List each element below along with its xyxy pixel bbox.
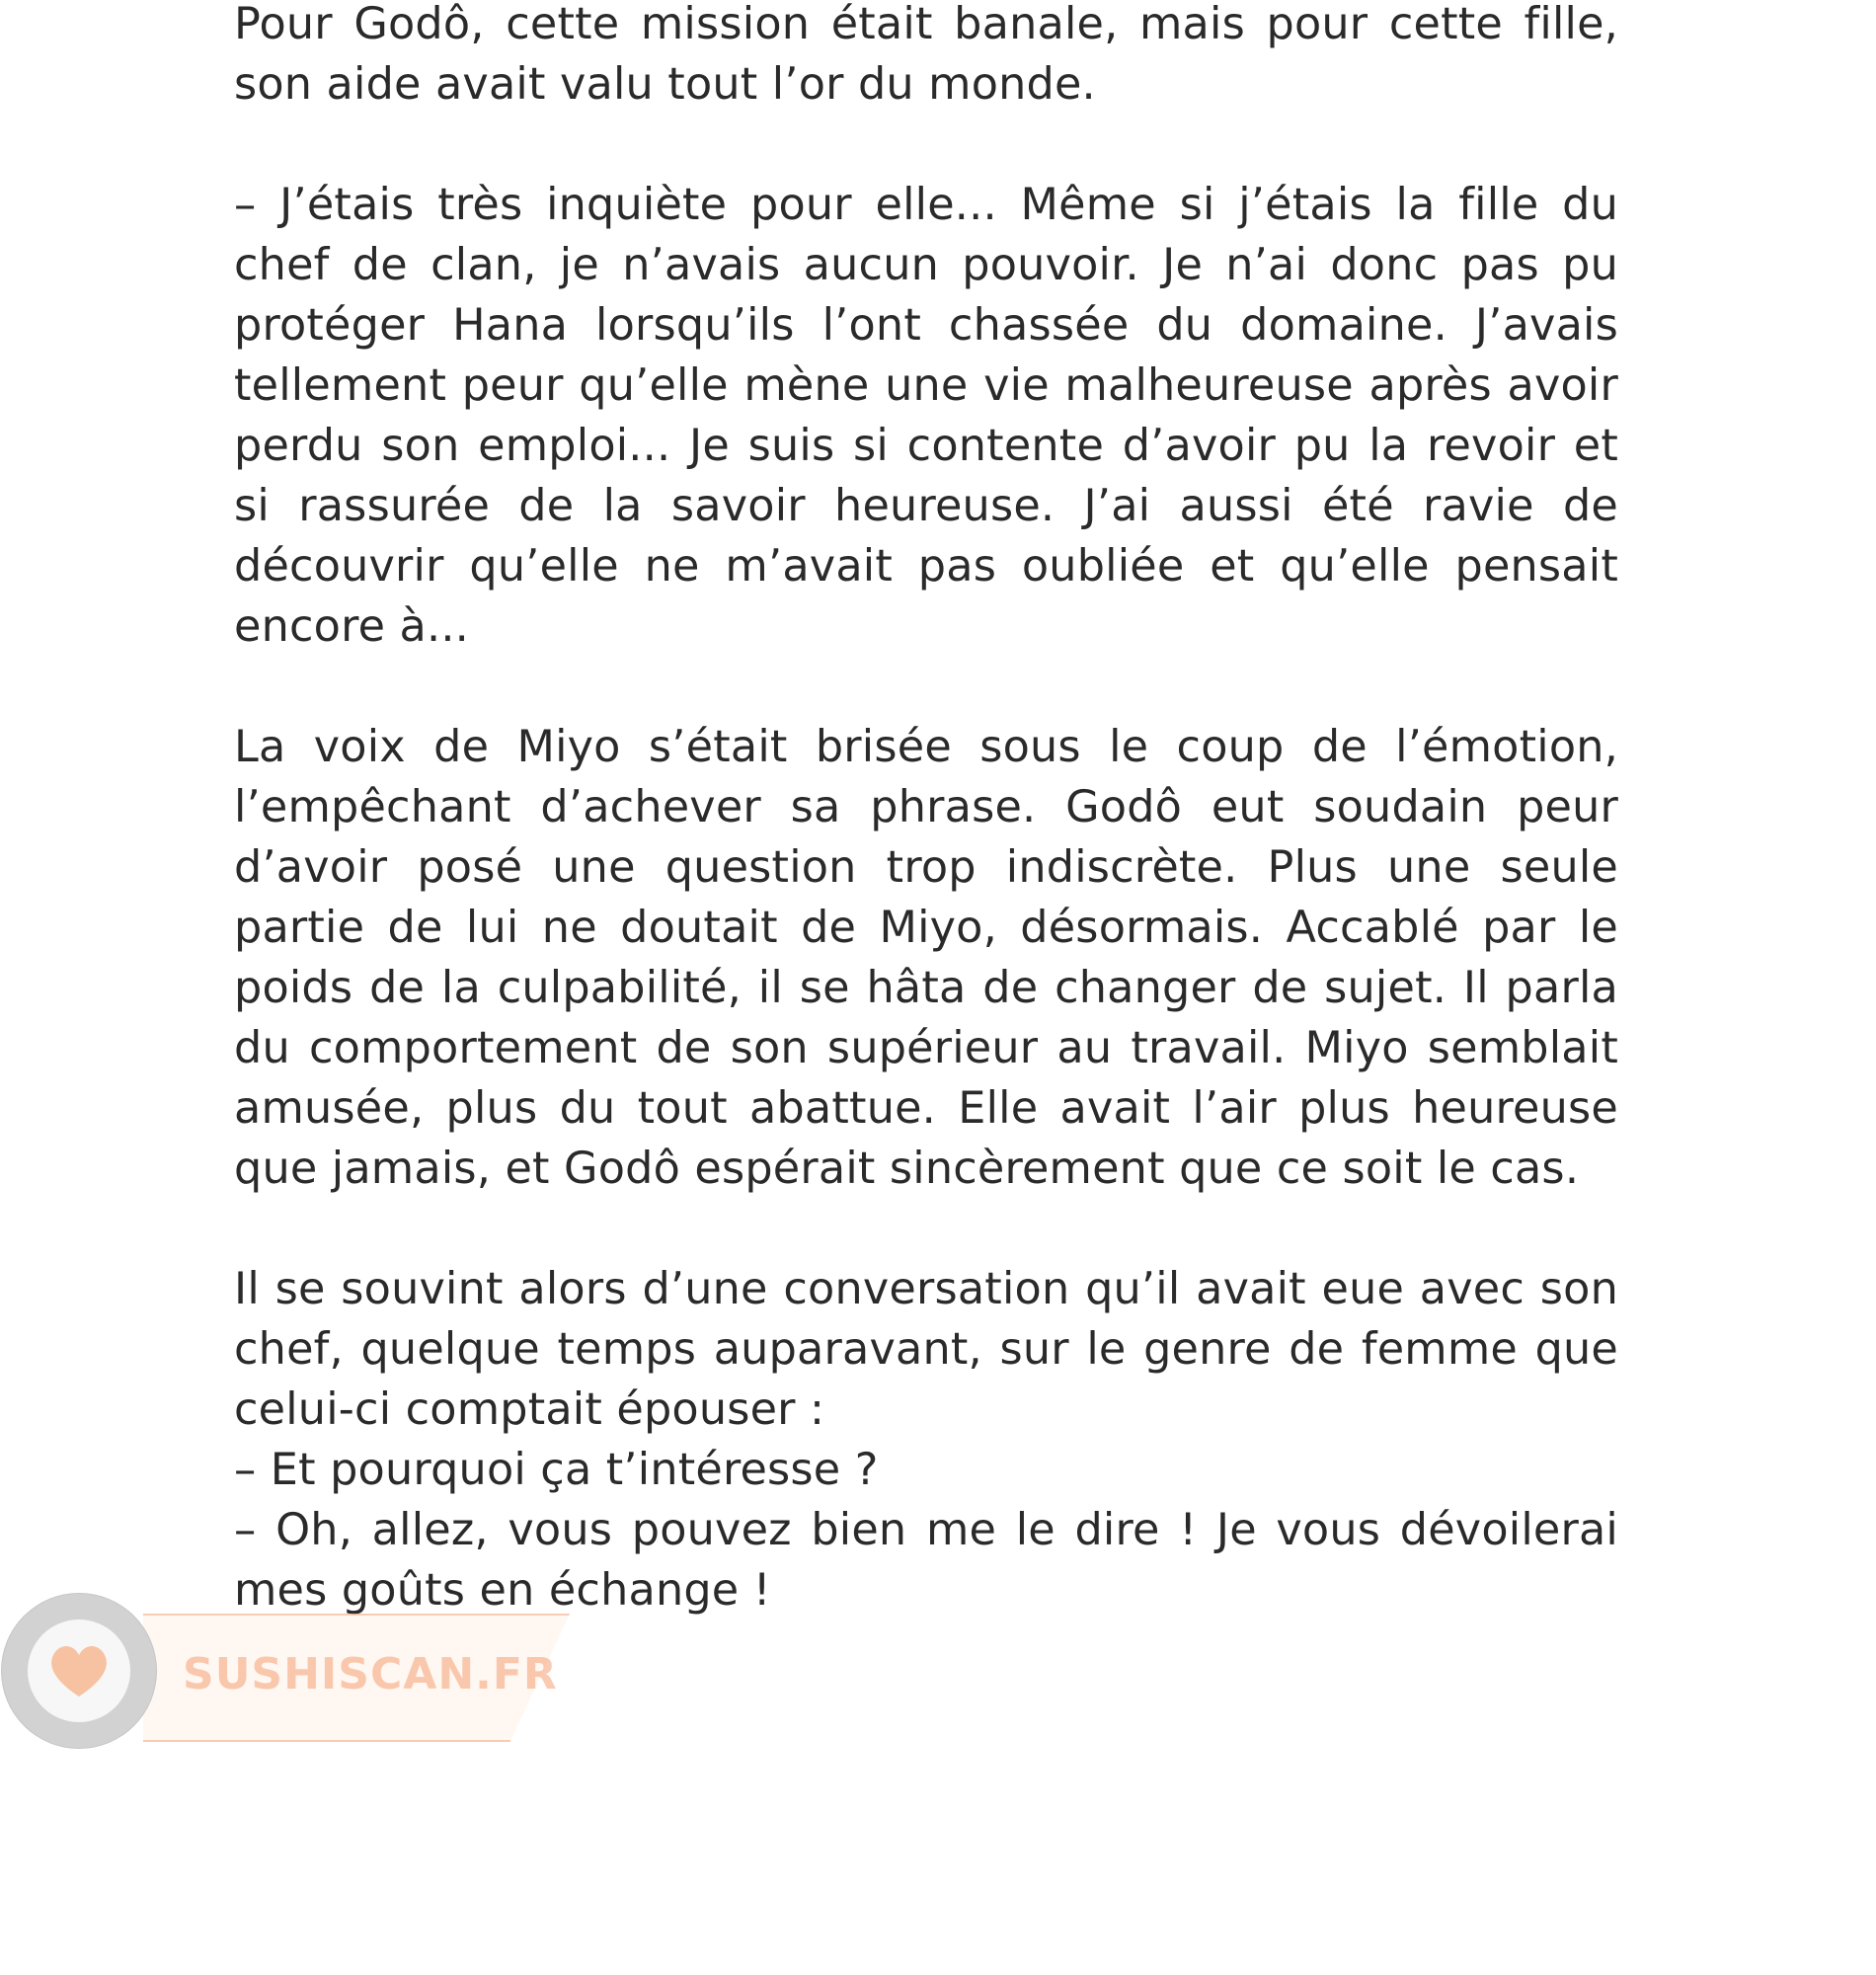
final-block (234, 1259, 1618, 1620)
paragraph-4: Il se souvint alors d’une conversation qu’il avait eue avec son chef, quelque temps auparavant, sur le genre de femme que celui-ci comptait épouser : (234, 1264, 1618, 1435)
watermark-logo-inner (28, 1620, 130, 1722)
watermark-logo (2, 1594, 156, 1748)
dialogue-line-1: – Et pourquoi ça t’intéresse ? (234, 1445, 879, 1495)
dialogue-line-2: – Oh, allez, vous pouvez bien me le dire ! Je vous dévoilerai mes goûts en échange ! (234, 1505, 1618, 1616)
paragraph-1: Pour Godô, cette mission était banale, mais pour cette fille, son aide avait valu tout l’or du monde. (234, 0, 1618, 110)
watermark-text: SUSHISCAN.FR (183, 1649, 558, 1699)
heart-icon (39, 1631, 118, 1710)
watermark-band (143, 1614, 570, 1742)
page-text (234, 0, 1618, 1620)
paragraph-3: La voix de Miyo s’était brisée sous le coup de l’émotion, l’empêchant d’achever sa phrase. Godô eut soudain peur d’avoir posé une question trop indiscrète. Plus une seule partie de lui ne doutait de Miyo, désormais. Accablé par le poids de la culpabilité, il se hâta de changer de sujet. Il parla du comportement de son supérieur au travail. Miyo semblait amusée, plus du tout abattue. Elle avait l’air plus heureuse que jamais, et Godô espérait sincèrement que ce soit le cas. (234, 722, 1618, 1194)
paragraph-2: – J’étais très inquiète pour elle... Même si j’étais la fille du chef de clan, je n’avais aucun pouvoir. Je n’ai donc pas pu protéger Hana lorsqu’ils l’ont chassée du domaine. J’avais tellement peur qu’elle mène une vie malheureuse après avoir perdu son emploi... Je suis si contente d’avoir pu la revoir et si rassurée de la savoir heureuse. J’ai aussi été ravie de découvrir qu’elle ne m’avait pas oubliée et qu’elle pensait encore à... (234, 180, 1618, 652)
